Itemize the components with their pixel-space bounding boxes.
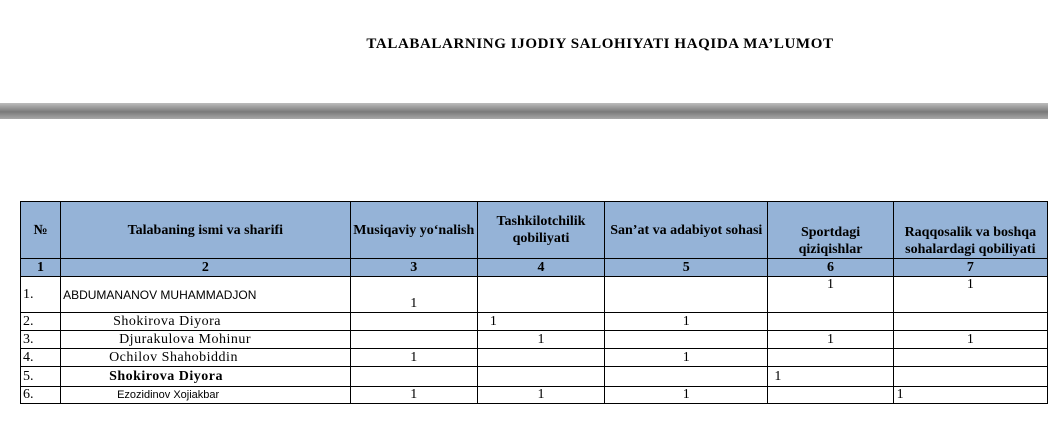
- column-number: 5: [605, 259, 768, 277]
- student-name: Ezozidinov Xojiakbar: [61, 387, 351, 404]
- student-name: Ochilov Shahobiddin: [61, 349, 351, 367]
- row-index: 6.: [21, 387, 61, 404]
- header-art-literature: San’at va adabiyot sohasi: [605, 202, 768, 259]
- column-number: 1: [21, 259, 61, 277]
- column-number: 2: [61, 259, 351, 277]
- cell-organizational: [477, 277, 604, 313]
- header-music: Musiqaviy yo‘nalish: [350, 202, 477, 259]
- table-row: [21, 367, 1048, 387]
- cell-organizational: 1: [477, 313, 604, 331]
- cell-music: 1: [350, 277, 477, 313]
- cell-dance-other: 1: [893, 277, 1047, 313]
- table-row: [21, 349, 1048, 367]
- cell-sports: [768, 313, 893, 331]
- cell-dance-other: 1: [893, 331, 1047, 349]
- cell-art-literature: [605, 367, 768, 387]
- cell-music: 1: [350, 349, 477, 367]
- row-index: 3.: [21, 331, 61, 349]
- document-title: TALABALARNING IJODIY SALOHIYATI HAQIDA MA’LUMOT: [366, 36, 834, 52]
- cell-art-literature: 1: [605, 387, 768, 404]
- header-number: №: [21, 202, 61, 259]
- cell-music: [350, 331, 477, 349]
- table-row: [21, 387, 1048, 404]
- cell-art-literature: 1: [605, 349, 768, 367]
- student-name: Djurakulova Mohinur: [61, 331, 351, 349]
- column-number: 3: [350, 259, 477, 277]
- row-index: 1.: [21, 277, 61, 313]
- column-number: 6: [768, 259, 893, 277]
- column-number: 4: [477, 259, 604, 277]
- cell-dance-other: [893, 367, 1047, 387]
- cell-music: [350, 367, 477, 387]
- table-row: [21, 277, 1048, 313]
- cell-sports: [768, 349, 893, 367]
- cell-organizational: [477, 349, 604, 367]
- cell-art-literature: 1: [605, 313, 768, 331]
- cell-sports: [768, 387, 893, 404]
- cell-dance-other: [893, 313, 1047, 331]
- page-separator: [0, 103, 1048, 119]
- table-row: [21, 313, 1048, 331]
- cell-music: [350, 313, 477, 331]
- talents-table: [20, 201, 1048, 404]
- cell-art-literature: [605, 331, 768, 349]
- cell-organizational: 1: [477, 331, 604, 349]
- cell-music: 1: [350, 387, 477, 404]
- cell-sports: 1: [768, 277, 893, 313]
- student-name: Shokirova Diyora: [61, 313, 351, 331]
- row-index: 4.: [21, 349, 61, 367]
- header-organizational: Tashkilotchilik qobiliyati: [477, 202, 604, 259]
- student-name: Shokirova Diyora: [61, 367, 351, 387]
- header-dance-other: Raqqosalik va boshqa sohalardagi qobiliyati: [893, 202, 1047, 259]
- row-index: 2.: [21, 313, 61, 331]
- cell-organizational: 1: [477, 387, 604, 404]
- cell-sports: 1: [768, 331, 893, 349]
- row-index: 5.: [21, 367, 61, 387]
- column-number-row: [21, 259, 1048, 277]
- cell-sports: 1: [768, 367, 893, 387]
- cell-dance-other: [893, 349, 1047, 367]
- cell-art-literature: [605, 277, 768, 313]
- header-sports: Sportdagi qiziqishlar: [768, 202, 893, 259]
- cell-dance-other: 1: [893, 387, 1047, 404]
- header-row: [21, 202, 1048, 259]
- student-name: ABDUMANANOV MUHAMMADJON: [61, 277, 351, 313]
- cell-organizational: [477, 367, 604, 387]
- table-row: [21, 331, 1048, 349]
- header-student-name: Talabaning ismi va sharifi: [61, 202, 351, 259]
- column-number: 7: [893, 259, 1047, 277]
